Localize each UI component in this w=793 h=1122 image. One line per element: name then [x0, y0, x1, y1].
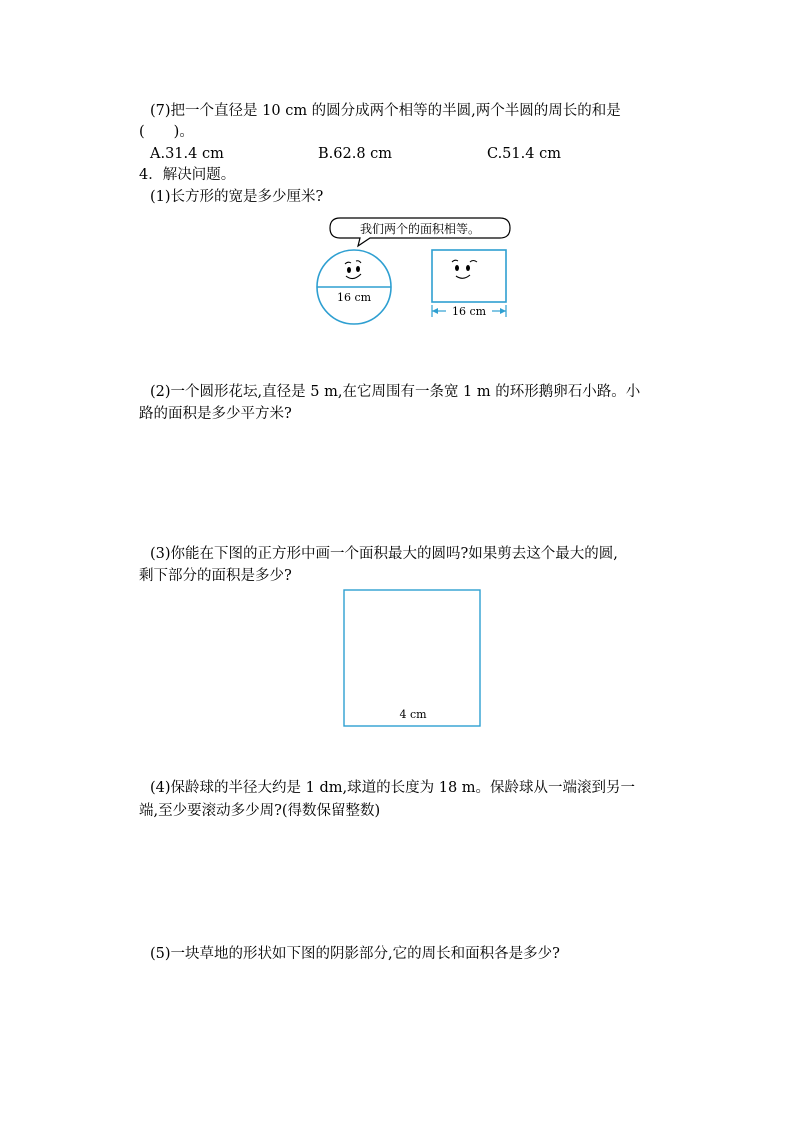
q7-stem-line1: (7)把一个直径是 10 cm 的圆分成两个相等的半圆,两个半圆的周长的和是 — [150, 103, 621, 119]
circle-rectangle-figure — [310, 210, 520, 328]
square-side-label: 4 cm — [399, 708, 427, 721]
q7-option-b: B.62.8 cm — [318, 146, 393, 162]
circle-left-eye — [347, 267, 351, 273]
problem-2-line1: (2)一个圆形花坛,直径是 5 m,在它周围有一条宽 1 m 的环形鹅卵石小路。小 — [150, 384, 641, 400]
problem-3-line1: (3)你能在下图的正方形中画一个面积最大的圆吗?如果剪去这个最大的圆, — [150, 546, 618, 562]
circle-right-eye — [356, 266, 360, 272]
rectangle-length-label: 16 cm — [451, 305, 487, 318]
q7-option-c: C.51.4 cm — [487, 146, 561, 162]
dimension-left-arrow — [432, 308, 438, 314]
square-shape — [344, 590, 480, 726]
problem-4-line2: 端,至少要滚动多少周?(得数保留整数) — [139, 803, 381, 819]
section-heading: 4．解决问题。 — [139, 167, 236, 183]
speech-bubble-text: 我们两个的面积相等。 — [359, 222, 481, 236]
circle-diameter-label: 16 cm — [336, 291, 372, 304]
problem-5-text: (5)一块草地的形状如下图的阴影部分,它的周长和面积各是多少? — [150, 946, 560, 962]
rect-right-eye — [466, 265, 470, 271]
square-figure — [342, 588, 484, 730]
problem-2-line2: 路的面积是多少平方米? — [139, 406, 292, 422]
dimension-right-arrow — [500, 308, 506, 314]
problem-3-line2: 剩下部分的面积是多少? — [139, 568, 292, 584]
problem-4-line1: (4)保龄球的半径大约是 1 dm,球道的长度为 18 m。保龄球从一端滚到另一 — [150, 780, 636, 796]
q7-answer-blank: ( )。 — [139, 124, 194, 140]
problem-1-text: (1)长方形的宽是多少厘米? — [150, 189, 324, 205]
q7-option-a: A.31.4 cm — [150, 146, 224, 162]
rect-left-eye — [455, 265, 459, 271]
